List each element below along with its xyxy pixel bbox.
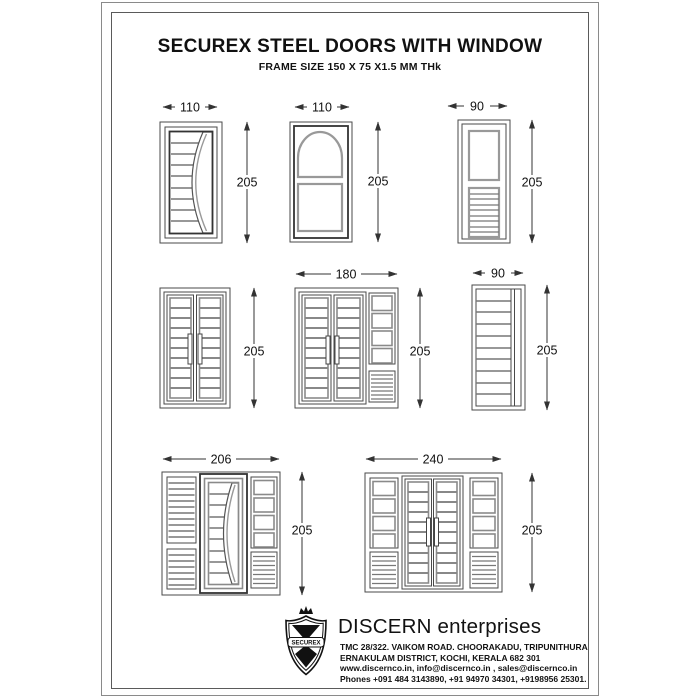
drawing-double-door-sidelight <box>295 288 398 408</box>
dim-height-drawing-5 <box>406 288 434 408</box>
drawing-slatted-door <box>472 285 525 410</box>
dim-width-label: 110 <box>180 100 200 115</box>
page-title: SECUREX STEEL DOORS WITH WINDOW <box>157 36 543 57</box>
dim-height-label: 205 <box>521 523 543 538</box>
dim-height-drawing-7 <box>288 472 316 595</box>
address-line-2: ERNAKULAM DISTRICT, KOCHI, KERALA 682 301 <box>340 652 541 663</box>
dim-height-label: 205 <box>291 523 313 538</box>
dim-height-label: 205 <box>367 174 389 189</box>
phones-line: Phones +091 484 3143890, +91 94970 34301, +9198956 25301. <box>340 673 587 684</box>
securex-shield-logo <box>280 604 332 688</box>
dim-width-label: 240 <box>422 452 444 467</box>
dim-height-label: 205 <box>521 175 543 190</box>
dim-width-drawing-1 <box>163 100 217 115</box>
company-address-block <box>340 642 588 684</box>
dim-width-label: 180 <box>335 267 357 282</box>
dim-height-drawing-6 <box>533 285 561 410</box>
dim-width-drawing-6 <box>473 267 523 281</box>
dim-height-drawing-8 <box>518 473 546 592</box>
crown-icon <box>299 606 313 614</box>
drawing-single-door-arched <box>290 122 352 242</box>
dim-width-drawing-7 <box>163 453 279 467</box>
page-subtitle: FRAME SIZE 150 X 75 X1.5 MM THk <box>258 61 442 73</box>
dim-height-label: 205 <box>409 344 431 359</box>
dim-width-drawing-8 <box>366 453 501 467</box>
dim-width-label: 206 <box>210 452 232 467</box>
dim-height-label: 205 <box>536 343 558 358</box>
company-name: DISCERN enterprises <box>338 615 542 638</box>
dim-width-label: 90 <box>470 99 484 114</box>
dim-width-drawing-3 <box>448 100 507 114</box>
dim-height-drawing-4 <box>240 288 268 408</box>
dim-height-drawing-1 <box>233 122 261 243</box>
drawing-single-door-curved <box>160 122 222 243</box>
drawing-curved-door-two-sidelights <box>162 472 280 595</box>
web-email-line: www.discernco.in, info@discernco.in , sales@discernco.in <box>340 663 578 674</box>
drawing-door-window-louvers <box>458 120 510 243</box>
dim-height-label: 205 <box>243 344 265 359</box>
drawing-double-door-two-sidelights <box>365 473 502 592</box>
dim-width-drawing-2 <box>295 100 349 115</box>
address-line-1: TMC 28/322. VAIKOM ROAD. CHOORAKADU, TRIPUNITHURA <box>340 642 588 652</box>
dim-width-label: 90 <box>491 266 505 281</box>
dim-width-drawing-5 <box>296 268 397 282</box>
dim-height-drawing-3 <box>518 120 546 243</box>
dim-height-label: 205 <box>236 175 258 190</box>
dim-height-drawing-2 <box>364 122 392 242</box>
dim-width-label: 110 <box>312 100 332 115</box>
drawing-double-door <box>160 288 230 408</box>
logo-text: SECUREX <box>291 640 321 647</box>
